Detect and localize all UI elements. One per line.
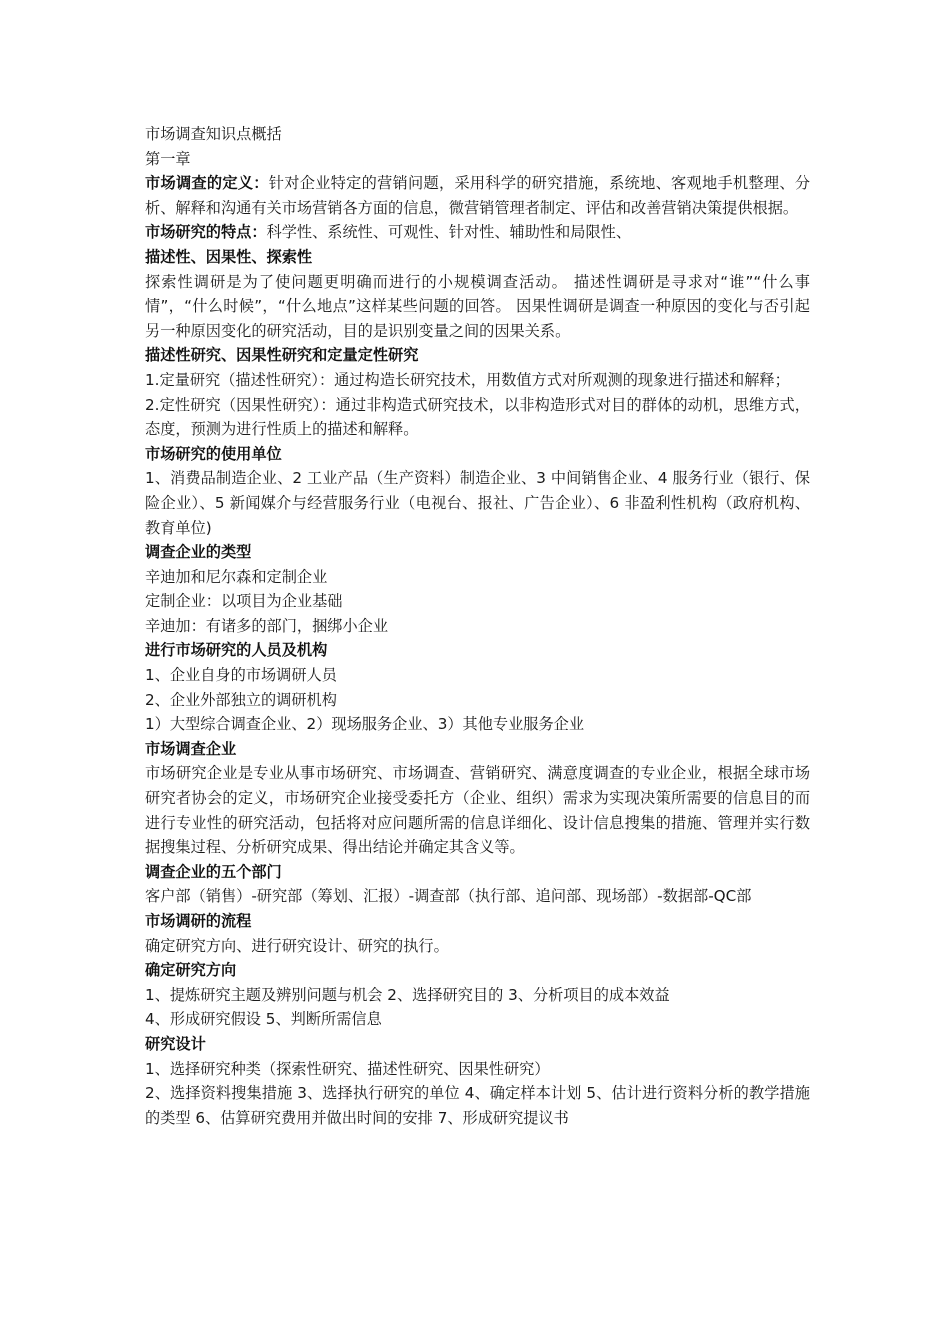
heading-company-types: 调查企业的类型 (145, 543, 252, 562)
heading-departments: 调查企业的五个部门 (145, 862, 282, 881)
paragraph-people-3: 1）大型综合调查企业、2）现场服务企业、3）其他专业服务企业 (145, 715, 585, 734)
features-label: 市场研究的特点： (145, 223, 267, 242)
paragraph-process: 确定研究方向、进行研究设计、研究的执行。 (145, 936, 449, 955)
features-paragraph (145, 220, 810, 245)
definition-label: 市场调查的定义： (145, 174, 269, 193)
paragraph-research-company: 市场研究企业是专业从事市场研究、市场调查、营销研究、满意度调查的专业企业，根据全球市场研究者协会的定义，市场研究企业接受委托方（企业、组织）需求为实现决策所需要的信息目的而进行专业性的研究活动，包括将对应问题所需的信息详细化、设计信息搜集的措施、管理并实行数据搜集过程、分析研究成果、得出结论并确定其含义等。 (145, 764, 810, 857)
paragraph-users: 1、消费品制造企业、2 工业产品（生产资料）制造企业、3 中间销售企业、4 服务行业（银行、保险企业）、5 新闻媒介与经营服务行业（电视台、报社、广告企业）、6 非盈利性机构（政府机构、教育单位) (145, 469, 810, 537)
document-title: 市场调查知识点概括 (145, 125, 282, 143)
heading-people: 进行市场研究的人员及机构 (145, 641, 328, 660)
paragraph-explore: 探索性调研是为了使问题更明确而进行的小规模调查活动。 描述性调研是寻求对“谁”“什么事情”，“什么时候”，“什么地点”这样某些问题的回答。 因果性调研是调查一种原因的变化与否引起另一种原因变化的研究活动，目的是识别变量之间的因果关系。 (145, 272, 810, 340)
paragraph-direction-2: 4、形成研究假设 5、判断所需信息 (145, 1010, 382, 1029)
paragraph-qualitative: 2.定性研究（因果性研究）：通过非构造式研究技术，以非构造形式对目的群体的动机，思维方式，态度，预测为进行性质上的描述和解释。 (145, 395, 810, 439)
paragraph-people-2: 2、企业外部独立的调研机构 (145, 690, 337, 709)
heading-design: 研究设计 (145, 1034, 206, 1053)
paragraph-people-1: 1、企业自身的市场调研人员 (145, 666, 337, 685)
heading-process: 市场调研的流程 (145, 912, 252, 930)
heading-users: 市场研究的使用单位 (145, 444, 282, 463)
heading-quant-qual: 描述性研究、因果性研究和定量定性研究 (145, 346, 419, 365)
paragraph-design-2: 2、选择资料搜集措施 3、选择执行研究的单位 4、确定样本计划 5、估计进行资料分析的教学措施的类型 6、估算研究费用并做出时间的安排 7、形成研究提议书 (145, 1084, 810, 1127)
heading-research-company: 市场调查企业 (145, 739, 237, 758)
features-text: 科学性、系统性、可观性、针对性、辅助性和局限性、 (266, 223, 631, 242)
paragraph-types-2: 定制企业：以项目为企业基础 (145, 592, 343, 611)
definition-paragraph (145, 171, 810, 220)
heading-desc-causal-explore: 描述性、因果性、探索性 (145, 247, 313, 266)
chapter-heading: 第一章 (145, 149, 191, 168)
definition-text: 针对企业特定的营销问题，采用科学的研究措施，系统地、客观地手机整理、分析、解释和沟通有关市场营销各方面的信息，微营销管理者制定、评估和改善营销决策提供根据。 (145, 174, 811, 217)
paragraph-departments: 客户部（销售）-研究部（筹划、汇报）-调查部（执行部、追问部、现场部）-数据部-QC部 (145, 887, 752, 906)
document-body (145, 122, 810, 1130)
paragraph-direction-1: 1、提炼研究主题及辨别问题与机会 2、选择研究目的 3、分析项目的成本效益 (145, 985, 670, 1004)
paragraph-types-1: 辛迪加和尼尔森和定制企业 (145, 567, 328, 586)
paragraph-design-1: 1、选择研究种类（探索性研究、描述性研究、因果性研究） (145, 1059, 550, 1078)
paragraph-types-3: 辛迪加：有诸多的部门，捆绑小企业 (145, 616, 388, 635)
paragraph-quantitative: 1.定量研究（描述性研究）：通过构造长研究技术，用数值方式对所观测的现象进行描述和解释； (145, 370, 790, 389)
heading-direction: 确定研究方向 (145, 961, 237, 980)
